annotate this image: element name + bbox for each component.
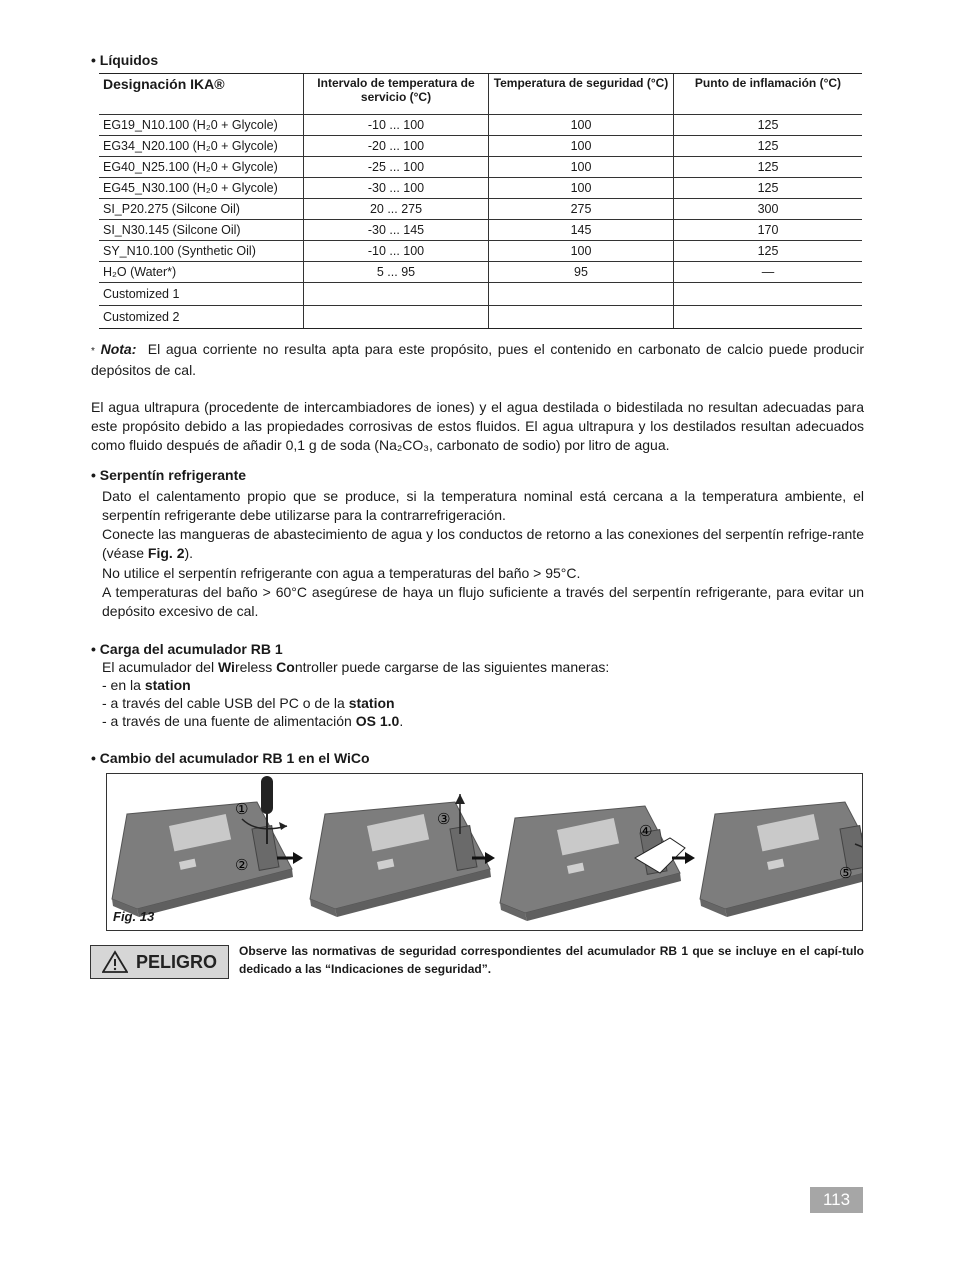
table-cell: 275 (489, 199, 674, 220)
battery-change-illustration (107, 774, 862, 930)
table-cell: EG40_N25.100 (H₂0 + Glycole) (99, 157, 304, 178)
charging-list (102, 676, 403, 730)
charging-heading: • Carga del acumulador RB 1 (91, 641, 283, 657)
figure-13 (106, 773, 863, 931)
table-cell: H₂O (Water*) (99, 262, 304, 283)
cooling-p1: Dato el calentamento propio que se produce, si la temperatura nominal está cercana a la temperatura ambiente, el serpentín refrigerante debe utilizarse para la contrarrefrigeración. (102, 488, 864, 523)
liquids-heading: • Líquidos (91, 52, 159, 68)
charging-intro-a: El acumulador del (102, 659, 218, 675)
table-row (99, 220, 862, 241)
table-cell: 5 ... 95 (304, 262, 489, 283)
table-cell: 95 (489, 262, 674, 283)
list-item-text: - a través de una fuente de alimentación (102, 713, 356, 729)
figure-label: Fig. 13 (113, 909, 155, 924)
step2-device (310, 794, 491, 917)
charging-intro-co: Co (276, 659, 295, 675)
list-item-bold: station (348, 695, 395, 711)
note-text: El agua corriente no resulta apta para este propósito, pues el contenido en carbonato de calcio puede producir depósitos de cal. (91, 341, 864, 378)
step-label: ⑤ (839, 864, 853, 882)
page-number: 113 (810, 1187, 863, 1213)
step-label: ③ (437, 810, 451, 828)
list-item (102, 676, 403, 694)
note-label: Nota: (100, 341, 137, 357)
cooling-p2-end: ). (184, 545, 194, 561)
table-header-row (99, 74, 862, 115)
table-cell (674, 283, 863, 306)
table-row (99, 199, 862, 220)
table-cell: 170 (674, 220, 863, 241)
table-cell: -30 ... 100 (304, 178, 489, 199)
cooling-p4: A temperaturas del baño > 60°C asegúrese de haya un flujo suficiente a través del serpentín refrigerante, para evitar un depósito excesivo de cal. (102, 584, 864, 619)
charging-intro-wi: Wi (217, 659, 235, 675)
charging-intro-b: reless (234, 659, 277, 675)
table-cell: 300 (674, 199, 863, 220)
cooling-p2-text: Conecte las mangueras de abastecimiento de agua y los conductos de retorno a las conexiones del serpentín refrige-rante (véase (102, 526, 864, 561)
table-cell: -30 ... 145 (304, 220, 489, 241)
table-cell (674, 306, 863, 329)
step-label: ① (235, 800, 249, 818)
table-cell: 100 (489, 115, 674, 136)
table-cell: SY_N10.100 (Synthetic Oil) (99, 241, 304, 262)
list-item-text: - a través del cable USB del PC o de la (102, 695, 349, 711)
table-cell (304, 283, 489, 306)
table-cell: EG19_N10.100 (H₂0 + Glycole) (99, 115, 304, 136)
table-cell: Customized 2 (99, 306, 304, 329)
fig2-reference: Fig. 2 (147, 545, 185, 561)
list-item-bold: station (144, 677, 191, 693)
table-cell: 125 (674, 178, 863, 199)
table-cell: 100 (489, 178, 674, 199)
table-cell: 20 ... 275 (304, 199, 489, 220)
liquids-table (99, 73, 862, 329)
table-cell: — (674, 262, 863, 283)
step-label: ④ (639, 822, 653, 840)
col-header-flash-point: Punto de inflamación (°C) (674, 74, 863, 115)
table-cell: -20 ... 100 (304, 136, 489, 157)
table-cell: Customized 1 (99, 283, 304, 306)
table-cell (489, 306, 674, 329)
cooling-p2 (102, 525, 864, 563)
col-header-safety-temp: Temperatura de seguridad (°C) (489, 74, 674, 115)
table-cell: 125 (674, 157, 863, 178)
list-item-end: . (399, 713, 404, 729)
danger-text: Observe las normativas de seguridad correspondientes del acumulador RB 1 que se incluye en el capí-tulo dedicado a las “Indicaciones de seguridad”. (239, 944, 864, 976)
table-cell: 125 (674, 241, 863, 262)
step-label: ② (235, 856, 249, 874)
table-cell (304, 306, 489, 329)
col-header-temp-range: Intervalo de temperatura de servicio (°C) (304, 74, 489, 115)
table-cell: 125 (674, 115, 863, 136)
table-cell: 100 (489, 241, 674, 262)
note-paragraph (91, 340, 864, 380)
cooling-p3: No utilice el serpentín refrigerante con agua a temperaturas del baño > 95°C. (102, 565, 581, 581)
water-paragraph: El agua ultrapura (procedente de intercambiadores de iones) y el agua destilada o bidestilada no resultan adecuadas para este propósito debido a las propiedades corrosivas de estos fluidos. El agua ultrapura y los destilados resultan adecuados como fluido después de añadir 0,1 g de soda (Na₂CO₃, carbonato de sodio) por litro de agua. (91, 399, 864, 453)
table-cell: -10 ... 100 (304, 241, 489, 262)
table-cell: 100 (489, 157, 674, 178)
col-header-designation: Designación IKA® (99, 74, 304, 115)
table-cell: -25 ... 100 (304, 157, 489, 178)
table-row (99, 136, 862, 157)
table-row (99, 115, 862, 136)
table-cell: SI_P20.275 (Silcone Oil) (99, 199, 304, 220)
danger-label: PELIGRO (135, 951, 217, 972)
charging-intro (102, 658, 864, 677)
table-cell: EG45_N30.100 (H₂0 + Glycole) (99, 178, 304, 199)
table-row (99, 283, 862, 306)
table-cell: 125 (674, 136, 863, 157)
cooling-coil-heading: • Serpentín refrigerante (91, 467, 247, 483)
table-cell (489, 283, 674, 306)
charging-intro-c: ntroller puede cargarse de las siguientes maneras: (294, 659, 610, 675)
table-cell: 145 (489, 220, 674, 241)
list-item-bold: OS 1.0 (355, 713, 400, 729)
list-item-text: - en la (102, 677, 145, 693)
table-row (99, 178, 862, 199)
note-star: * (91, 346, 95, 357)
step4-device (700, 802, 862, 917)
step3-device (500, 806, 685, 921)
table-row (99, 262, 862, 283)
table-row (99, 241, 862, 262)
step1-device (112, 776, 293, 917)
table-row (99, 157, 862, 178)
change-heading: • Cambio del acumulador RB 1 en el WiCo (91, 750, 370, 766)
warning-triangle-icon (102, 950, 128, 974)
table-cell: EG34_N20.100 (H₂0 + Glycole) (99, 136, 304, 157)
table-cell: -10 ... 100 (304, 115, 489, 136)
list-item (102, 712, 403, 730)
table-cell: 100 (489, 136, 674, 157)
table-row (99, 306, 862, 329)
danger-badge (90, 945, 229, 979)
list-item (102, 694, 403, 712)
table-cell: SI_N30.145 (Silcone Oil) (99, 220, 304, 241)
